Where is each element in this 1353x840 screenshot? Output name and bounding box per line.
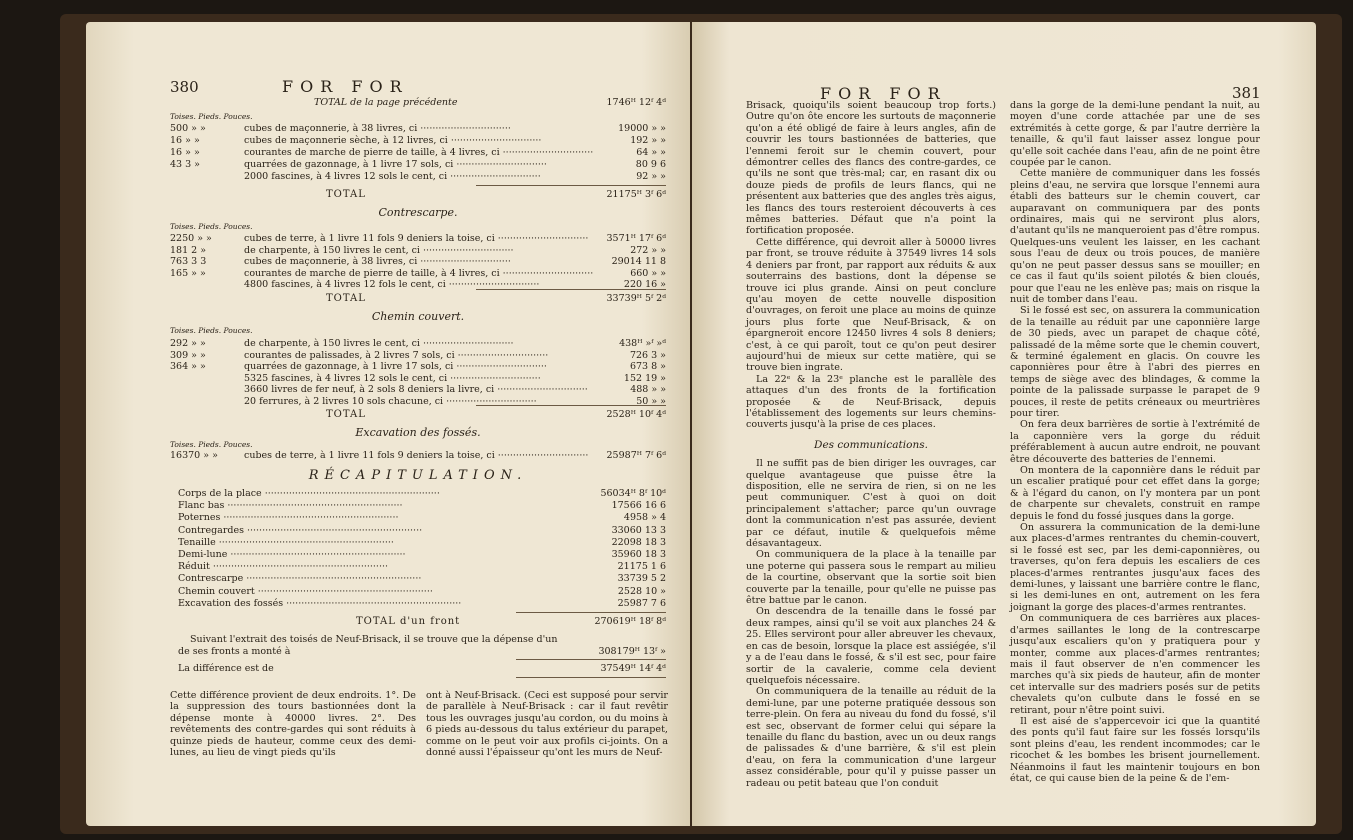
col1-part3: La 22ᵉ & la 23ᵉ planche est le parallèle des attaques d'un des fronts de la fortification proposée & de Neuf-Brisack, depuis l'établissement des logements sur leurs chemins-couverts jusqu'à la prise de ces places. [746,373,996,431]
total-3-value: 2528ᴴ 10ᶠ 4ᵈ [606,409,666,420]
item-quantity: 2250 » » [170,233,212,244]
item-quantity: 16 » » [170,135,200,146]
col2-part2: Cette manière de communiquer dans les fossés pleins d'eau, ne servira que lorsque l'ennemi aura établi des batteurs sur le chemin couvert, car auparavant on communiquera par des ponts ordinaires, mais qui ne serviront plus alors, d'autant qu'ils ne manqueroient pas d'être rompus. Quelques-uns veulent les laisser, en les cachant sous l'eau de deux ou trois pouces, de manière qu'on ne peut passer dessus sans se mouiller; en ce cas il faut qu'ils soient pilotés & bien cloués, pour que l'eau ne les enlève pas; mais on risque la nuit de tomber dans l'eau. [1010,168,1260,305]
text-difference-left: Cette différence provient de deux endroits. 1°. De la suppression des tours bastionnées dont la dépense monte à 40000 livres. 2°. Des revêtements des contre-gardes qui sont réduits à quinze pieds de hauteur, comme ceux des demi-lunes, au lieu de vingt pieds qu'ils [170,690,416,759]
recap-item-label: Demi-lune ·························································· [178,549,406,560]
item-description: 3660 livres de fer neuf, à 2 sols 8 deniers la livre, ci ······························ [244,384,588,395]
col1-part2: Cette différence, qui devroit aller à 50000 livres par front, se trouve réduite à 37549 livres 14 sols 4 deniers par front, par rapport aux réduits & aux souterrains des bastions, dont la dépense se trouve ici plus grande. Ainsi on peut conclure qu'au moyen de cette nouvelle disposition d'ouvrages, on feroit une place au moins de quinze jours plus forte que Neuf-Brisack, & on épargneroit encore 12450 livres 4 sols 8 deniers; c'est, à ce qui paroît, tout ce qu'on peut desirer aujourd'hui de mieux sur cette matière, qui se trouve bien ingrate. [746,236,996,374]
running-head-right: FOR FOR [820,84,947,103]
item-amount: 152 19 » [623,372,666,384]
running-head-left: FOR FOR [282,77,409,96]
recap-total-value: 270619ᴴ 18ᶠ 8ᵈ [594,616,666,627]
recap-item-amount: 2528 10 » [617,585,666,597]
neuf-brisack-value: 308179ᴴ 13ᶠ » [598,646,666,657]
item-description: courantes de marche de pierre de taille, à 4 livres, ci ······························ [244,147,594,158]
item-quantity: 763 3 3 [170,256,207,267]
recap-item-label: Excavation des fossés ·························································· [178,597,462,609]
item-amount: 19000 » » [618,123,666,134]
rule [516,677,666,678]
recap-item-label: Flanc bas ·························································· [178,500,403,512]
item-amount: 192 » » [630,135,666,146]
item-amount: 92 » » [636,171,666,182]
item-amount: 3571ᴴ 17ᶠ 6ᵈ [606,233,666,244]
recap-item-amount: 33060 13 3 [611,524,666,536]
section-contrescarpe: Contrescarpe. [378,206,458,219]
recap-item-amount: 21175 1 6 [617,561,666,573]
item-description: 5325 fascines, à 4 livres 12 sols le cent, ci ······························ [244,372,541,384]
carry-over-value: 1746ᴴ 12ᶠ 4ᵈ [606,97,666,108]
left-page [86,22,690,826]
rule [476,185,666,186]
recap-item-label: Poternes ·························································· [178,512,399,524]
item-quantity: 292 » » [170,338,206,349]
item-quantity: 364 » » [170,361,206,372]
total-2-value: 33739ᴴ 5ᶠ 2ᵈ [606,293,666,304]
item-amount: 438ᴴ »ᶠ »ᵈ [619,338,666,349]
item-description: quarrées de gazonnage, à 1 livre 17 sols, ci ······························ [244,159,547,170]
item-amount: 660 » » [630,267,666,279]
recap-item-label: Chemin couvert ·························································· [178,585,433,597]
recap-item-amount: 4958 » 4 [623,512,666,524]
column-2-text [1010,100,1260,784]
item-description: 20 ferrures, à 2 livres 10 sols chacune, ci ······························ [244,395,537,407]
text-difference-right: ont à Neuf-Brisack. (Ceci est supposé pour servir de parallèle à Neuf-Brisack : car il faut revêtir tous les ouvrages jusqu'au cordon, ou du moins à 6 pieds au-dessous du talus extérieur du parapet, comme on le peut voir aux profils ci-joints. On a donné aussi l'épaisseur qu'ont les murs de Neuf- [426,690,668,759]
section-excavation: Excavation des fossés. [355,426,481,439]
total-1-value: 21175ᴴ 3ᶠ 6ᵈ [606,189,666,200]
item-amount: 80 9 6 [635,159,666,170]
recap-item-amount: 22098 18 3 [611,536,666,548]
item-description: 4800 fascines, à 4 livres 12 fols le cent, ci ······························ [244,279,540,290]
col1-part6: On descendra de la tenaille dans le fossé par deux rampes, ainsi qu'il se voit aux planches 24 & 25. Elles serviront pour aller abreuver les chevaux, en cas de besoin, lorsque la place est assiégée, s'il y a de l'eau dans le fossé, & s'il est sec, pour faire sortir de la cavalerie, comme cela devient quelquefois nécessaire. [746,606,996,686]
neuf-brisack-line-2: de ses fronts a monté à [178,646,291,657]
item-quantity: 16370 » » [170,450,218,461]
item-amount: 488 » » [630,384,666,395]
section-chemin-couvert: Chemin couvert. [371,310,465,323]
recap-item-amount: 56034ᴴ 8ᶠ 10ᵈ [600,488,666,499]
total-1-label: TOTAL [326,189,366,200]
recap-item-label: Tenaille ·························································· [178,536,394,548]
item-quantity: 43 3 » [170,159,200,170]
right-page [692,22,1316,826]
item-description: cubes de terre, à 1 livre 11 fols 9 deniers la toise, ci ······························ [244,450,589,461]
col2-part7: On communiquera de ces barrières aux places-d'armes saillantes le long de la contrescarpe jusqu'aux escaliers qu'on y pratiquera pour y monter, comme aux places-d'armes rentrantes; mais il faut observer de n'en commencer les marches qu'à six pieds de hauteur, afin de monter cet intervalle sur des madriers posés sur de petits chevalets qu'on culbute dans le fossé en se retirant, pour n'être point suivi. [1010,613,1260,716]
item-quantity: 309 » » [170,349,206,361]
item-amount: 29014 11 8 [611,256,666,267]
item-description: quarrées de gazonnage, à 1 livre 17 sols, ci ······························ [244,361,547,372]
recap-item-amount: 25987 7 6 [617,597,666,609]
item-description: 2000 fascines, à 4 livres 12 sols le cent, ci ······························ [244,171,541,182]
column-headers-4: Toises. Pieds. Pouces. [170,440,253,449]
neuf-brisack-line-1: Suivant l'extrait des toisés de Neuf-Brisack, il se trouve que la dépense d'un [190,634,558,645]
item-quantity: 165 » » [170,267,206,279]
col2-part3: Si le fossé est sec, on assurera la communication de la tenaille au réduit par une caponnière large de 30 pieds, avec un parapet de chaque côté, palissadé de la même sorte que le chemin couvert, & terminé également en glacis. On couvre les caponnières pour être à l'abri des pierres en temps de siège avec des blindages, & comme la pointe de la palissade surpasse le parapet de 9 pouces, il reste de petits créneaux ou meurtrières pour tirer. [1010,305,1260,419]
open-book [60,14,1342,834]
item-description: cubes de maçonnerie, à 38 livres, ci ······························ [244,256,511,267]
col2-part5: On montera de la caponnière dans le réduit par un escalier pratiqué pour cet effet dans la gorge; & à l'égard du canon, on l'y montera par un pont de charpente sur chevalets, construit en rampe depuis le fond du fossé jusques dans la gorge. [1010,465,1260,522]
item-description: courantes de palissades, à 2 livres 7 sols, ci ······························ [244,349,549,361]
item-description: de charpente, à 150 livres le cent, ci ······························ [244,338,514,349]
item-amount: 220 16 » [623,279,666,290]
heading-communications: Des communications. [814,438,928,451]
recap-item-label: Contrescarpe ·························································· [178,573,422,585]
recapitulation-title: RÉCAPITULATION. [308,468,528,483]
recap-item-amount: 35960 18 3 [611,549,666,560]
recap-item-label: Contregardes ·························································· [178,524,423,536]
item-description: cubes de maçonnerie sèche, à 12 livres, ci ······························ [244,135,542,146]
difference-value: 37549ᴴ 14ᶠ 4ᵈ [600,663,666,674]
item-amount: 50 » » [636,395,666,407]
recap-item-amount: 17566 16 6 [611,500,666,512]
col2-part4: On fera deux barrières de sortie à l'extrémité de la caponnière vers la gorge du réduit préférablement à aucun autre endroit, ne pouvant être découverte des batteries de l'ennemi. [1010,419,1260,465]
carry-over-label: TOTAL de la page précédente [314,97,458,108]
total-2-label: TOTAL [326,293,366,304]
item-amount: 272 » » [630,244,666,256]
total-3-label: TOTAL [326,409,366,420]
item-amount: 726 3 » [629,349,666,361]
column-headers-3: Toises. Pieds. Pouces. [170,326,253,335]
item-description: courantes de marche de pierre de taille, à 4 livres, ci ······························ [244,267,594,279]
page-number-right: 381 [1232,84,1261,102]
column-headers: Toises. Pieds. Pouces. [170,112,253,121]
difference-label: La différence est de [178,663,274,674]
recap-item-amount: 33739 5 2 [617,573,666,585]
item-quantity: 500 » » [170,123,206,134]
col2-part8: Il est aisé de s'appercevoir ici que la quantité des ponts qu'il faut faire sur les fossés lorsqu'ils sont pleins d'eau, les rendent incommodes; car le ricochet & les bombes les brisent journellement. Néanmoins il faut les maintenir toujours en bon état, ce qui cause bien de la peine & de l'em- [1010,715,1260,784]
col2-part6: On assurera la communication de la demi-lune aux places-d'armes rentrantes du chemin-couvert, si le fossé est sec, par les demi-caponnières, ou traverses, qu'on fera depuis les escaliers de ces places-d'armes rentrantes jusqu'aux faces des demi-lunes, y laissant une barrière contre le flanc, si les demi-lunes en ont, autrement on les fera joignant la gorge des places-d'armes rentrantes. [1010,522,1260,613]
col1-part4: Il ne suffit pas de bien diriger les ouvrages, car quelque avantageuse que puisse être la disposition, elle ne servira de rien, si on ne les peut communiquer. C'est à quoi on doit principalement s'attacher; parce qu'un ouvrage dont la communication n'est pas assurée, devient par ce défaut, inutile & quelquefois même désavantageux. [746,458,996,550]
item-amount: 25987ᴴ 7ᶠ 6ᵈ [606,450,666,461]
col1-part5: On communiquera de la place à la tenaille par une poterne qui passera sous le rempart au milieu de la courtine, observant que la sortie soit bien couverte par la tenaille, pour qu'elle ne puisse pas être battue par le canon. [746,549,996,607]
item-amount: 64 » » [636,147,666,158]
recap-total-label: TOTAL d'un front [356,616,461,627]
recap-item-label: Corps de la place ·························································· [178,488,440,499]
col1-part1: Brisack, quoiqu'ils soient beaucoup trop forts.) Outre qu'on ôte encore les surtouts de maçonnerie qu'on a été obligé de faire à leurs angles, afin de couvrir les tours bastionnées de batteries, que l'ennemi feroit sur le chemin couvert, pour démontrer celles des flancs des contre-gardes, ce qu'ils ne sont que très-mal; car, en rasant dix ou douze pieds de profils de leurs flancs, qui ne présentent aux batteries que des angles très aigus, les flancs des tours resteroient découverts à ces mêmes batteries. Défaut que n'a point la fortification proposée. [746,100,996,237]
item-description: de charpente, à 150 livres le cent, ci ······························ [244,244,514,256]
rule [516,659,666,660]
rule [516,612,666,613]
page-number-left: 380 [170,78,199,96]
item-description: cubes de terre, à 1 livre 11 fols 9 deniers la toise, ci ······························ [244,233,589,244]
item-quantity: 181 2 » [170,244,207,256]
item-description: cubes de maçonnerie, à 38 livres, ci ······························ [244,123,511,134]
item-quantity: 16 » » [170,147,200,158]
column-headers-2: Toises. Pieds. Pouces. [170,222,253,231]
recap-item-label: Réduit ·························································· [178,561,388,573]
item-amount: 673 8 » [629,361,666,372]
column-1-text [746,100,996,789]
col2-part1: dans la gorge de la demi-lune pendant la nuit, au moyen d'une corde attachée par une de ses extrémités à cette gorge, & par l'autre derrière la tenaille, & qu'il faut laisser assez longue pour qu'elle soit cachée dans l'eau, afin de ne point être coupée par le canon. [1010,100,1260,169]
col1-part7: On communiquera de la tenaille au réduit de la demi-lune, par une poterne pratiquée dessous son terre-plein. On fera au niveau du fond du fossé, s'il est sec, observant de former celui qui sépare la tenaille du flanc du bastion, avec un ou deux rangs de palissades & d'une barrière, & s'il est plein d'eau, on fera la communication d'une largeur assez considérable, pour qu'il y puisse passer un radeau ou petit bateau que l'on conduit [746,686,996,789]
